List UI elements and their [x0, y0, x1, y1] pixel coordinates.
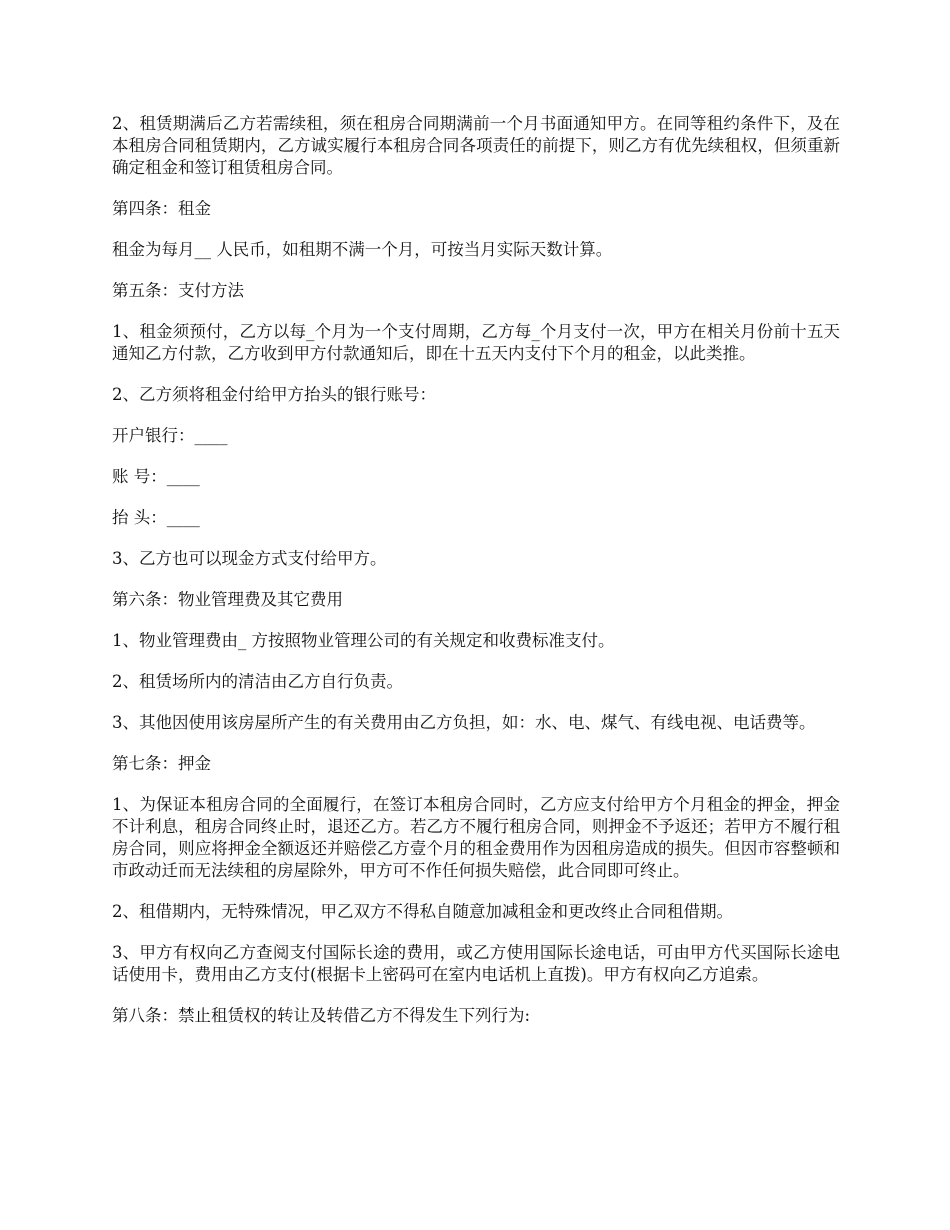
document-page: [112, 113, 840, 1046]
article-8-heading: 第八条：禁止租赁权的转让及转借乙方不得发生下列行为:: [112, 1006, 531, 1025]
account-holder-line: 抬 头：____: [112, 508, 200, 527]
bank-name-line: 开户银行：____: [112, 426, 228, 445]
article-5-heading: 第五条：支付方法: [112, 281, 244, 300]
article-4-heading: 第四条：租金: [112, 199, 211, 218]
prepayment-paragraph: 1、租金须预付，乙方以每_个月为一个支付周期，乙方每_个月支付一次，甲方在相关月份前十五天通知乙方付款，乙方收到甲方付款通知后，即在十五天内支付下个月的租金，以此类推。: [112, 322, 840, 363]
renewal-clause-paragraph: 2、租赁期满后乙方若需续租，须在租房合同期满前一个月书面通知甲方。在同等租约条件下，及在本租房合同租赁期内，乙方诚实履行本租房合同各项责任的前提下，则乙方有优先续租权，但须重新确定租金和签订租赁租房合同。: [112, 114, 840, 177]
property-fee-paragraph: 1、物业管理费由_ 方按照物业管理公司的有关规定和收费标准支付。: [112, 631, 615, 650]
long-distance-paragraph: 3、甲方有权向乙方查阅支付国际长途的费用，或乙方使用国际长途电话，可由甲方代买国际长途电话使用卡，费用由乙方支付(根据卡上密码可在室内电话机上直拨)。甲方有权向乙方追索。: [112, 943, 840, 984]
article-7-heading: 第七条：押金: [112, 754, 211, 773]
bank-account-paragraph: 2、乙方须将租金付给甲方抬头的银行账号：: [112, 385, 436, 404]
cleaning-paragraph: 2、租赁场所内的清洁由乙方自行负责。: [112, 672, 403, 691]
article-6-heading: 第六条：物业管理费及其它费用: [112, 590, 343, 609]
rent-amount-paragraph: 租金为每月__ 人民币，如租期不满一个月，可按当月实际天数计算。: [112, 240, 613, 259]
account-number-line: 账 号：____: [112, 467, 200, 486]
cash-payment-paragraph: 3、乙方也可以现金方式支付给甲方。: [112, 549, 387, 568]
deposit-paragraph: 1、为保证本租房合同的全面履行，在签订本租房合同时，乙方应支付给甲方个月租金的押金，押金不计利息，租房合同终止时，退还乙方。若乙方不履行租房合同，则押金不予返还；若甲方不履行租房合同，则应将押金全额返还并赔偿乙方壹个月的租金费用作为因租房造成的损失。但因市容整顿和市政动迁而无法续租的房屋除外，甲方可不作任何损失赔偿，此合同即可终止。: [112, 795, 840, 880]
utilities-paragraph: 3、其他因使用该房屋所产生的有关费用由乙方负担，如：水、电、煤气、有线电视、电话费等。: [112, 713, 816, 732]
rent-change-paragraph: 2、租借期内，无特殊情况，甲乙双方不得私自随意加减租金和更改终止合同租借期。: [112, 902, 733, 921]
